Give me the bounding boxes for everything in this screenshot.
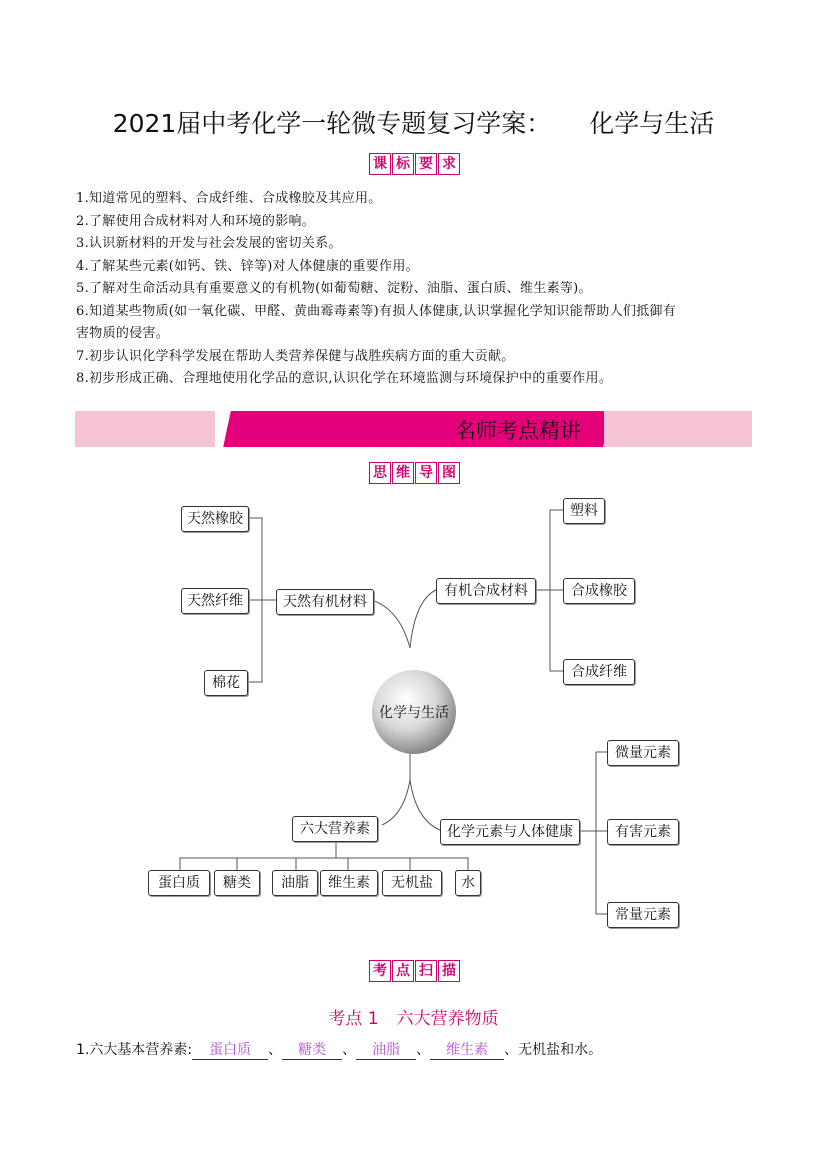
- label-char: 课: [369, 153, 391, 175]
- label-char: 描: [438, 960, 460, 982]
- kaodian-heading: [0, 1004, 827, 1029]
- node-salt: 无机盐: [382, 870, 442, 896]
- label-char: 思: [369, 462, 391, 484]
- fill-in-question: [76, 1039, 602, 1060]
- separator: 、: [342, 1042, 357, 1058]
- node-harmful-elements: 有害元素: [607, 819, 679, 845]
- label-char: 考: [369, 960, 391, 982]
- label-char: 维: [392, 462, 414, 484]
- requirement-item: 2.了解使用合成材料对人和环境的影响。: [76, 213, 316, 229]
- section-label-scan: [369, 960, 461, 982]
- node-constant-elements: 常量元素: [607, 902, 679, 928]
- section-label-mindmap: [369, 462, 461, 484]
- node-synthetic-rubber: 合成橡胶: [563, 578, 635, 604]
- answer-blank[interactable]: 糖类: [282, 1039, 342, 1060]
- question-prefix: 1.六大基本营养素:: [76, 1042, 193, 1058]
- node-sugar: 糖类: [214, 870, 260, 896]
- label-char: 要: [415, 153, 437, 175]
- kaodian-label: 考点 1: [328, 1009, 379, 1029]
- node-elements-health: 化学元素与人体健康: [440, 819, 580, 845]
- section-banner: [75, 411, 752, 447]
- node-synthetic-organic: 有机合成材料: [436, 578, 536, 604]
- section-label-standards: [369, 153, 461, 175]
- separator: 、: [416, 1042, 431, 1058]
- mind-map: [0, 490, 827, 940]
- title-main: 2021届中考化学一轮微专题复习学案：: [112, 109, 552, 138]
- node-natural-rubber: 天然橡胶: [181, 506, 249, 532]
- requirement-item: 7.初步认识化学科学发展在帮助人类营养保健与战胜疾病方面的重大贡献。: [76, 348, 515, 364]
- node-natural-organic: 天然有机材料: [276, 589, 374, 615]
- title-topic: 化学与生活: [589, 109, 715, 138]
- banner-right-decor: [604, 411, 752, 447]
- node-natural-fiber: 天然纤维: [181, 588, 249, 614]
- answer-blank[interactable]: 蛋白质: [192, 1039, 268, 1060]
- node-fat: 油脂: [272, 870, 318, 896]
- kaodian-title: 六大营养物质: [396, 1009, 499, 1029]
- label-char: 导: [415, 462, 437, 484]
- requirement-item: 3.认识新材料的开发与社会发展的密切关系。: [76, 236, 342, 251]
- node-cotton: 棉花: [204, 670, 248, 696]
- node-plastic: 塑料: [563, 498, 605, 524]
- label-char: 标: [392, 153, 414, 175]
- requirement-item: 害物质的侵害。: [76, 326, 170, 341]
- node-center: 化学与生活: [379, 705, 449, 721]
- separator: 、: [268, 1042, 283, 1058]
- requirement-item: 5.了解对生命活动具有重要意义的有机物(如葡萄糖、淀粉、油脂、蛋白质、维生素等)。: [76, 281, 592, 296]
- node-protein: 蛋白质: [148, 870, 210, 896]
- node-water: 水: [455, 870, 481, 896]
- label-char: 图: [438, 462, 460, 484]
- node-vitamin: 维生素: [320, 870, 378, 896]
- question-suffix: 、无机盐和水。: [504, 1042, 603, 1058]
- requirement-item: 1.知道常见的塑料、合成纤维、合成橡胶及其应用。: [76, 191, 382, 206]
- label-char: 点: [392, 960, 414, 982]
- requirement-item: 8.初步形成正确、合理地使用化学品的意识,认识化学在环境监测与环境保护中的重要作用。: [76, 371, 613, 386]
- banner-title: 名师考点精讲: [455, 419, 581, 443]
- requirement-item: 6.知道某些物质(如一氧化碳、甲醛、黄曲霉毒素等)有损人体健康,认识掌握化学知识能帮助人们抵御有: [76, 303, 677, 319]
- node-trace-elements: 微量元素: [607, 740, 679, 766]
- label-char: 求: [438, 153, 460, 175]
- banner-left-decor: [75, 411, 215, 447]
- node-nutrients: 六大营养素: [292, 816, 378, 842]
- requirement-item: 4.了解某些元素(如钙、铁、锌等)对人体健康的重要作用。: [76, 258, 419, 274]
- requirements-list: [76, 188, 756, 391]
- page-title: [0, 104, 827, 140]
- node-synthetic-fiber: 合成纤维: [563, 659, 635, 685]
- answer-blank[interactable]: 维生素: [430, 1039, 504, 1060]
- answer-blank[interactable]: 油脂: [356, 1039, 416, 1060]
- label-char: 扫: [415, 960, 437, 982]
